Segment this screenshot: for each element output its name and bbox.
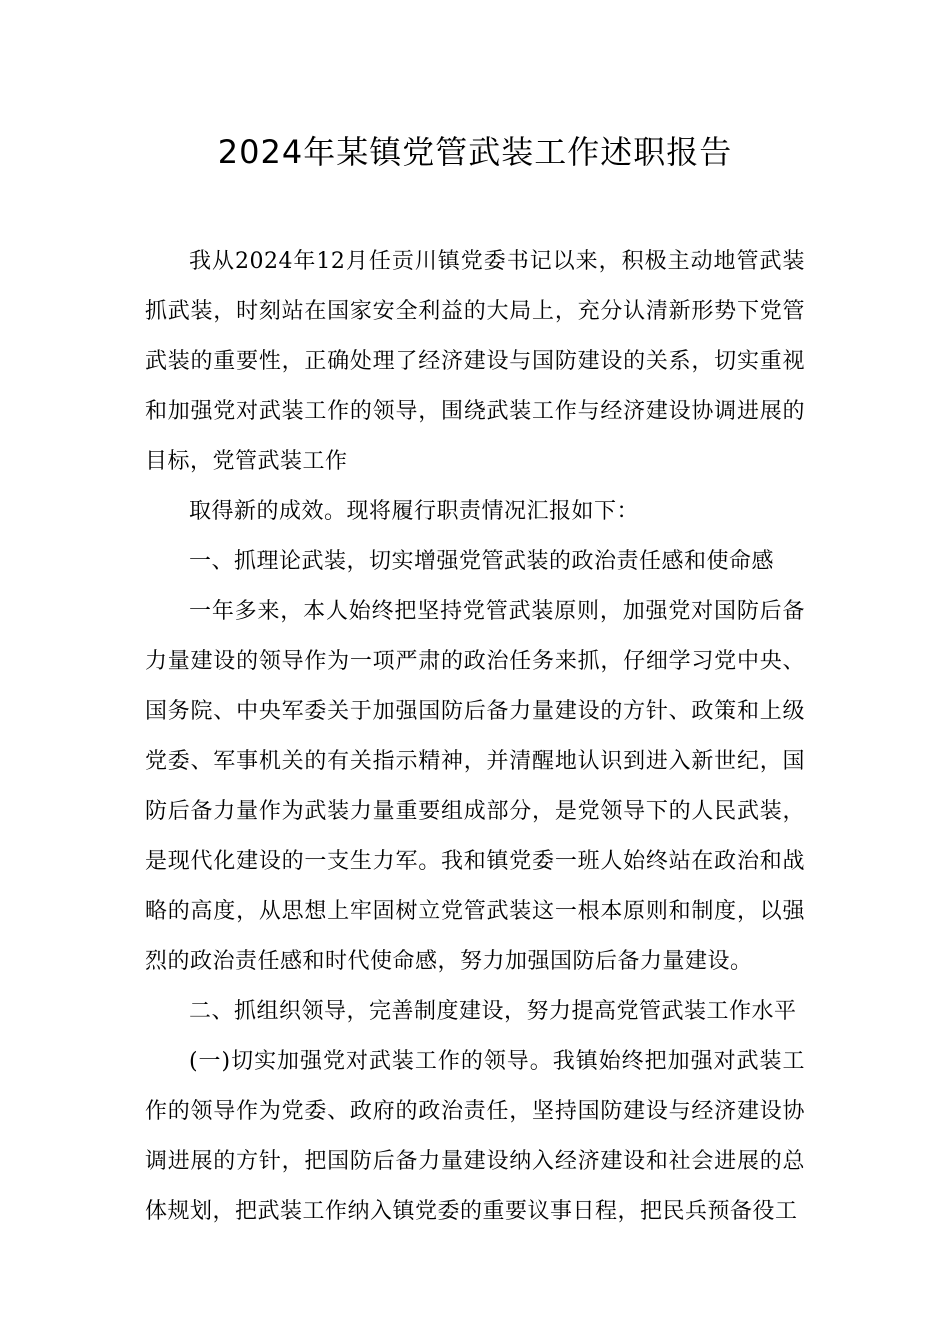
section-heading-1: 一、抓理论武装，切实增强党管武装的政治责任感和使命感 [189, 549, 775, 574]
paragraph-section-1: 一年多来，本人始终把坚持党管武装原则，加强党对国防后备力量建设的领导作为一项严肃的政治任务来抓，仔细学习党中央、国务院、中央军委关于加强国防后备力量建设的方针、政策和上级党委、军事机关的有关指示精神，并清醒地认识到进入新世纪，国防后备力量作为武装力量重要组成部分，是党领导下的人民武装，是现代化建设的一支生力军。我和镇党委一班人始终站在政治和战略的高度，从思想上牢固树立党管武装这一根本原则和制度，以强烈的政治责任感和时代使命感，努力加强国防后备力量建设。 [145, 599, 805, 974]
paragraph-intro: 我从2024年12月任贡川镇党委书记以来，积极主动地管武装抓武装，时刻站在国家安全利益的大局上，充分认清新形势下党管武装的重要性，正确处理了经济建设与国防建设的关系，切实重视和加强党对武装工作的领导，围绕武装工作与经济建设协调进展的目标，党管武装工作 [145, 249, 805, 474]
section-heading-2: 二、抓组织领导，完善制度建设，努力提高党管武装工作水平 [189, 999, 797, 1024]
paragraph-subsection-1: (一)切实加强党对武装工作的领导。我镇始终把加强对武装工作的领导作为党委、政府的政治责任，坚持国防建设与经济建设协调进展的方针，把国防后备力量建设纳入经济建设和社会进展的总体规划，把武装工作纳入镇党委的重要议事日程，把民兵预备役工 [145, 1049, 805, 1224]
document-body [145, 237, 805, 1237]
paragraph-intro-continued: 取得新的成效。现将履行职责情况汇报如下： [189, 499, 640, 524]
document-title: 2024年某镇党管武装工作述职报告 [217, 133, 733, 171]
